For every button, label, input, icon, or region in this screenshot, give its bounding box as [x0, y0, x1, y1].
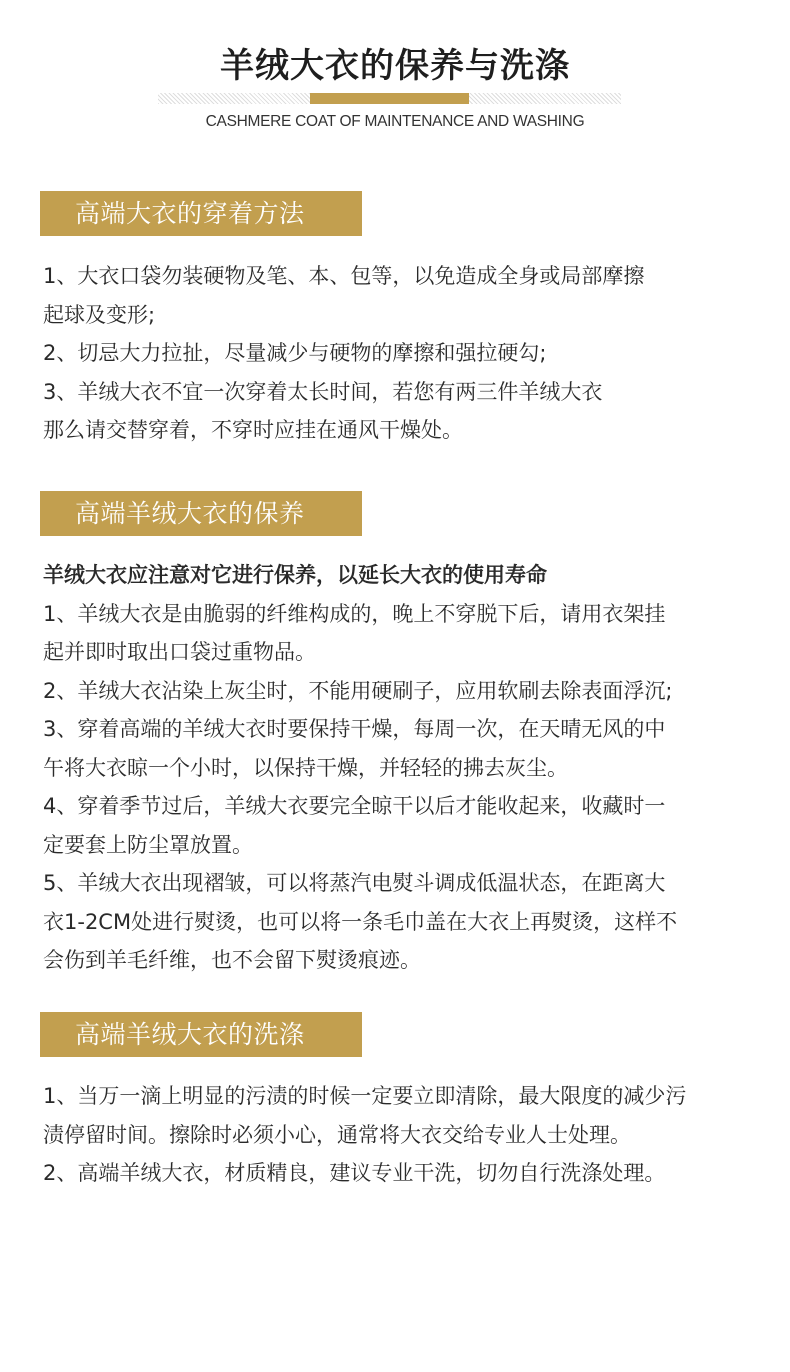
text-line: 起并即时取出口袋过重物品。	[43, 640, 316, 664]
text-line: 2、切忌大力拉扯，尽量减少与硬物的摩擦和强拉硬勾;	[43, 341, 547, 365]
section-body-washing	[43, 1077, 768, 1193]
text-line: 衣1-2CM处进行熨烫，也可以将一条毛巾盖在大衣上再熨烫，这样不	[43, 909, 678, 934]
page-title: 羊绒大衣的保养与洗涤	[220, 46, 570, 86]
text-line: 1、当万一滴上明显的污渍的时候一定要立即清除，最大限度的减少污	[43, 1084, 687, 1108]
section-header-maintenance: 高端羊绒大衣的保养	[40, 491, 362, 536]
text-line: 午将大衣晾一个小时，以保持干燥，并轻轻的拂去灰尘。	[43, 755, 568, 780]
text-line: 定要套上防尘罩放置。	[43, 832, 253, 857]
text-line: 3、羊绒大衣不宜一次穿着太长时间，若您有两三件羊绒大衣	[43, 379, 603, 404]
text-line: 1、大衣口袋勿装硬物及笔、本、包等，以免造成全身或局部摩擦	[43, 264, 645, 288]
text-line: 那么请交替穿着，不穿时应挂在通风干燥处。	[43, 418, 463, 442]
text-line: 2、高端羊绒大衣，材质精良，建议专业干洗，切勿自行洗涤处理。	[43, 1161, 666, 1185]
section-intro: 羊绒大衣应注意对它进行保养，以延长大衣的使用寿命	[43, 563, 547, 587]
text-line: 4、穿着季节过后，羊绒大衣要完全晾干以后才能收起来，收藏时一	[43, 794, 666, 818]
text-line: 渍停留时间。擦除时必须小心，通常将大衣交给专业人士处理。	[43, 1122, 631, 1147]
text-line: 5、羊绒大衣出现褶皱，可以将蒸汽电熨斗调成低温状态，在距离大	[43, 871, 666, 895]
title-divider	[158, 93, 621, 104]
text-line: 会伤到羊毛纤维，也不会留下熨烫痕迹。	[43, 948, 421, 972]
text-line: 1、羊绒大衣是由脆弱的纤维构成的，晚上不穿脱下后，请用衣架挂	[43, 601, 666, 626]
page-subtitle: CASHMERE COAT OF MAINTENANCE AND WASHING	[205, 113, 585, 130]
title-divider-accent	[310, 93, 469, 104]
text-line: 3、穿着高端的羊绒大衣时要保持干燥，每周一次，在天晴无风的中	[43, 717, 666, 741]
text-line: 起球及变形;	[43, 302, 156, 327]
section-body-maintenance	[43, 556, 768, 980]
section-header-wearing: 高端大衣的穿着方法	[40, 191, 362, 236]
section-header-washing: 高端羊绒大衣的洗涤	[40, 1012, 362, 1057]
text-line: 2、羊绒大衣沾染上灰尘时，不能用硬刷子，应用软刷去除表面浮沉;	[43, 678, 673, 703]
section-body-wearing	[43, 257, 768, 450]
